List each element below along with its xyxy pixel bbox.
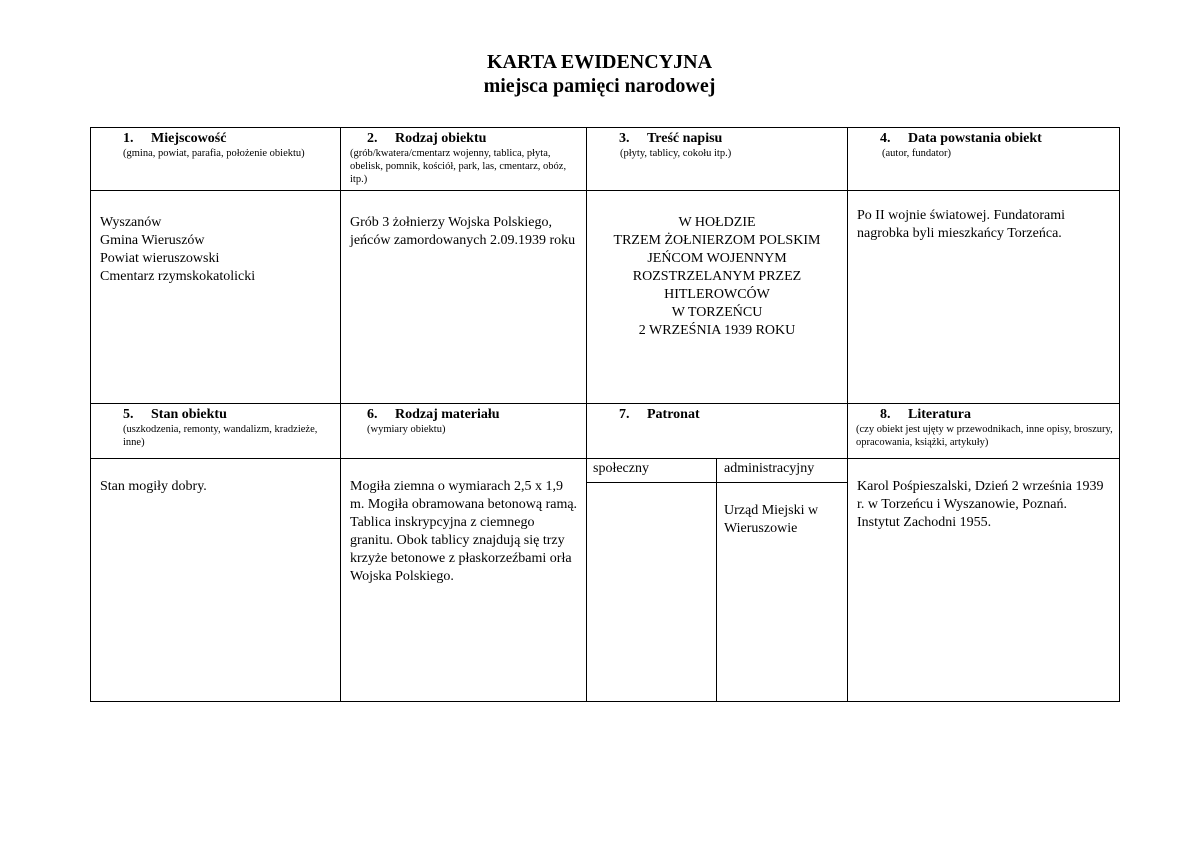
location-line: Cmentarz rzymskokatolicki — [100, 269, 256, 284]
document-title-block — [0, 50, 1199, 98]
value-tresc-napisu — [587, 214, 847, 340]
section-number: 8. — [880, 407, 891, 422]
inscription-line: TRZEM ŻOŁNIERZOM POLSKIM — [613, 233, 821, 248]
section-label: Patronat — [647, 407, 700, 422]
location-line: Gmina Wieruszów — [100, 233, 205, 248]
value-miejscowosc — [100, 214, 336, 286]
value-literatura: Karol Pośpieszalski, Dzień 2 września 1939 r. w Torzeńcu i Wyszanowie, Poznań. Instytut Zachodni 1955. — [857, 479, 1104, 530]
header-miejscowosc — [91, 131, 340, 160]
section-label: Literatura — [908, 407, 971, 422]
header-stan-obiektu — [91, 407, 340, 449]
header-rodzaj-obiektu — [341, 131, 586, 186]
divider — [91, 190, 1119, 191]
patronat-admin-value: Urząd Miejski w Wieruszowie — [724, 503, 819, 536]
location-line: Wyszanów — [100, 215, 162, 230]
section-hint: (płyty, tablicy, cokołu itp.) — [620, 148, 732, 159]
document-subtitle: miejsca pamięci narodowej — [483, 75, 716, 97]
inscription-line: W TORZEŃCU — [671, 305, 763, 320]
value-rodzaj-obiektu: Grób 3 żołnierzy Wojska Polskiego, jeńców zamordowanych 2.09.1939 roku — [350, 215, 576, 248]
header-rodzaj-materialu — [341, 407, 586, 436]
section-hint: (czy obiekt jest ujęty w przewodnikach, inne opisy, broszury, opracowania, książki, artykuły) — [856, 424, 1113, 448]
inscription-line: ROZSTRZELANYM PRZEZ — [632, 269, 802, 284]
inscription-line: JEŃCOM WOJENNYM — [647, 251, 787, 266]
value-data-powstania: Po II wojnie światowej. Fundatorami nagrobka byli mieszkańcy Torzeńca. — [857, 208, 1066, 241]
divider — [716, 458, 717, 702]
section-number: 1. — [123, 131, 134, 146]
patronat-admin-label: administracyjny — [724, 461, 815, 476]
section-label: Rodzaj materiału — [395, 407, 500, 422]
section-number: 7. — [619, 407, 630, 422]
section-hint: (gmina, powiat, parafia, położenie obiektu) — [123, 148, 305, 159]
divider — [91, 458, 1119, 459]
document-title: KARTA EWIDENCYJNA — [486, 51, 713, 73]
section-label: Miejscowość — [151, 131, 227, 146]
patronat-social-label: społeczny — [593, 461, 649, 476]
divider — [91, 403, 1119, 404]
record-table — [90, 127, 1120, 702]
inscription-line: 2 WRZEŚNIA 1939 ROKU — [638, 323, 796, 338]
section-label: Rodzaj obiektu — [395, 131, 487, 146]
section-hint: (uszkodzenia, remonty, wandalizm, kradzieże, inne) — [123, 424, 318, 448]
inscription-line: W HOŁDZIE — [678, 215, 756, 230]
section-number: 6. — [367, 407, 378, 422]
section-number: 2. — [367, 131, 378, 146]
section-label: Stan obiektu — [151, 407, 227, 422]
section-hint: (wymiary obiektu) — [367, 424, 446, 435]
header-literatura — [848, 407, 1120, 449]
section-hint: (autor, fundator) — [882, 148, 951, 159]
value-rodzaj-materialu: Mogiła ziemna o wymiarach 2,5 x 1,9 m. Mogiła obramowana betonową ramą. Tablica inskrypcyjna z ciemnego granitu. Obok tablicy znajdują się trzy krzyże betonowe z płaskorzeźbami orła Wojska Polskiego. — [350, 479, 578, 584]
section-hint: (grób/kwatera/cmentarz wojenny, tablica, płyta, obelisk, pomnik, kościół, park, las, cmentarz, obóz, itp.) — [350, 148, 567, 185]
header-tresc-napisu — [587, 131, 847, 160]
section-label: Treść napisu — [647, 131, 723, 146]
section-number: 5. — [123, 407, 134, 422]
header-patronat — [587, 407, 847, 423]
section-label: Data powstania obiekt — [908, 131, 1042, 146]
section-number: 4. — [880, 131, 891, 146]
value-stan-obiektu: Stan mogiły dobry. — [100, 479, 207, 494]
inscription-line: HITLEROWCÓW — [664, 287, 770, 302]
header-data-powstania — [848, 131, 1120, 160]
section-number: 3. — [619, 131, 630, 146]
location-line: Powiat wieruszowski — [100, 251, 220, 266]
